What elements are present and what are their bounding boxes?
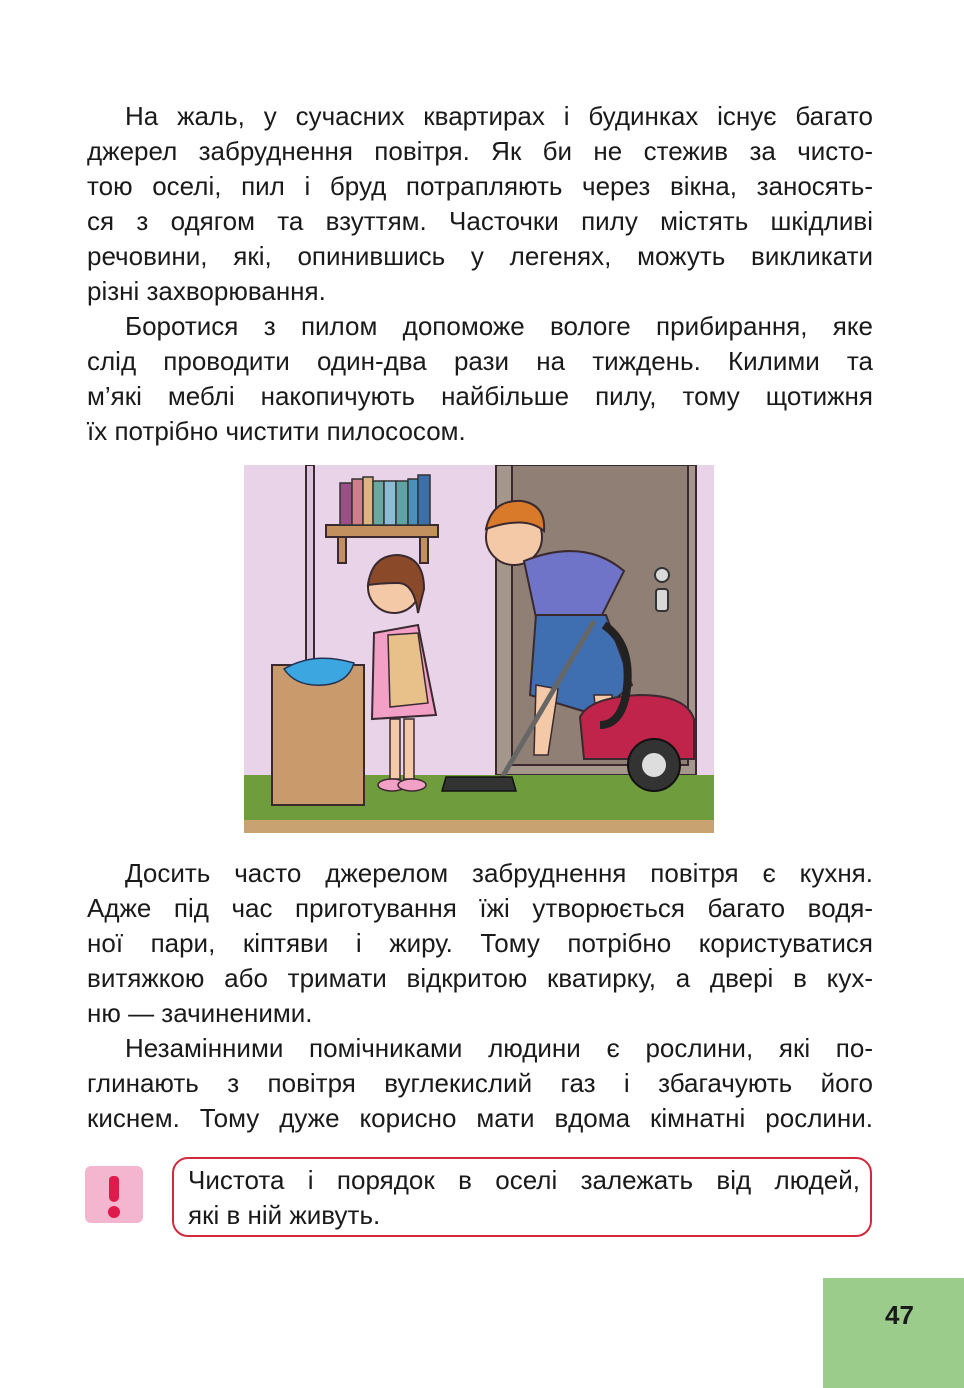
paragraph-3 <box>87 856 873 1031</box>
text-line: слід проводити один-два рази на тиждень. Килими та <box>87 346 873 376</box>
text-line: ної пари, кіптяви і жиру. Тому потрібно користуватися <box>87 928 873 958</box>
text-line: тою оселі, пил і бруд потрапляють через вікна, заносять- <box>87 171 873 201</box>
text-line: витяжкою або тримати відкритою кватирку, а двері в кух- <box>87 963 873 993</box>
paragraph-4 <box>87 1031 873 1136</box>
page-number-tab <box>823 1278 964 1388</box>
exclamation-bar <box>109 1176 119 1202</box>
text-line: ся з одягом та взуттям. Часточки пилу містять шкідливі <box>87 206 873 236</box>
text-line: Незамінними помічниками людини є рослини, які по- <box>125 1033 873 1063</box>
text-line: ню — зачиненими. <box>87 998 313 1028</box>
page-number: 47 <box>885 1300 914 1330</box>
text-line: речовини, які, опинившись у легенях, можуть викликати <box>87 241 873 271</box>
exclamation-icon <box>85 1166 143 1223</box>
cleaning-illustration <box>244 465 714 833</box>
paragraph-1 <box>87 99 873 309</box>
text-line: На жаль, у сучасних квартирах і будинках існує багато <box>125 101 873 131</box>
key-note-box <box>172 1157 872 1237</box>
text-line: киснем. Тому дуже корисно мати вдома кімнатні рослини. <box>87 1103 873 1133</box>
text-line: різні захворювання. <box>87 276 326 306</box>
text-line: Адже під час приготування їжі утворюється багато водя- <box>87 893 873 923</box>
text-line: їх потрібно чистити пилососом. <box>87 416 466 446</box>
text-line: які в ній живуть. <box>188 1200 381 1230</box>
text-line: Досить часто джерелом забруднення повітря є кухня. <box>125 858 873 888</box>
key-note-text <box>188 1163 860 1233</box>
text-line: Боротися з пилом допоможе вологе прибирання, яке <box>125 311 873 341</box>
text-line: глинають з повітря вуглекислий газ і збагачують його <box>87 1068 873 1098</box>
text-line: джерел забруднення повітря. Як би не стежив за чисто- <box>87 136 873 166</box>
exclamation-dot <box>108 1206 120 1218</box>
paragraph-2 <box>87 309 873 449</box>
text-line: м’які меблі накопичують найбільше пилу, тому щотижня <box>87 381 873 411</box>
text-line: Чистота і порядок в оселі залежать від людей, <box>188 1165 860 1195</box>
